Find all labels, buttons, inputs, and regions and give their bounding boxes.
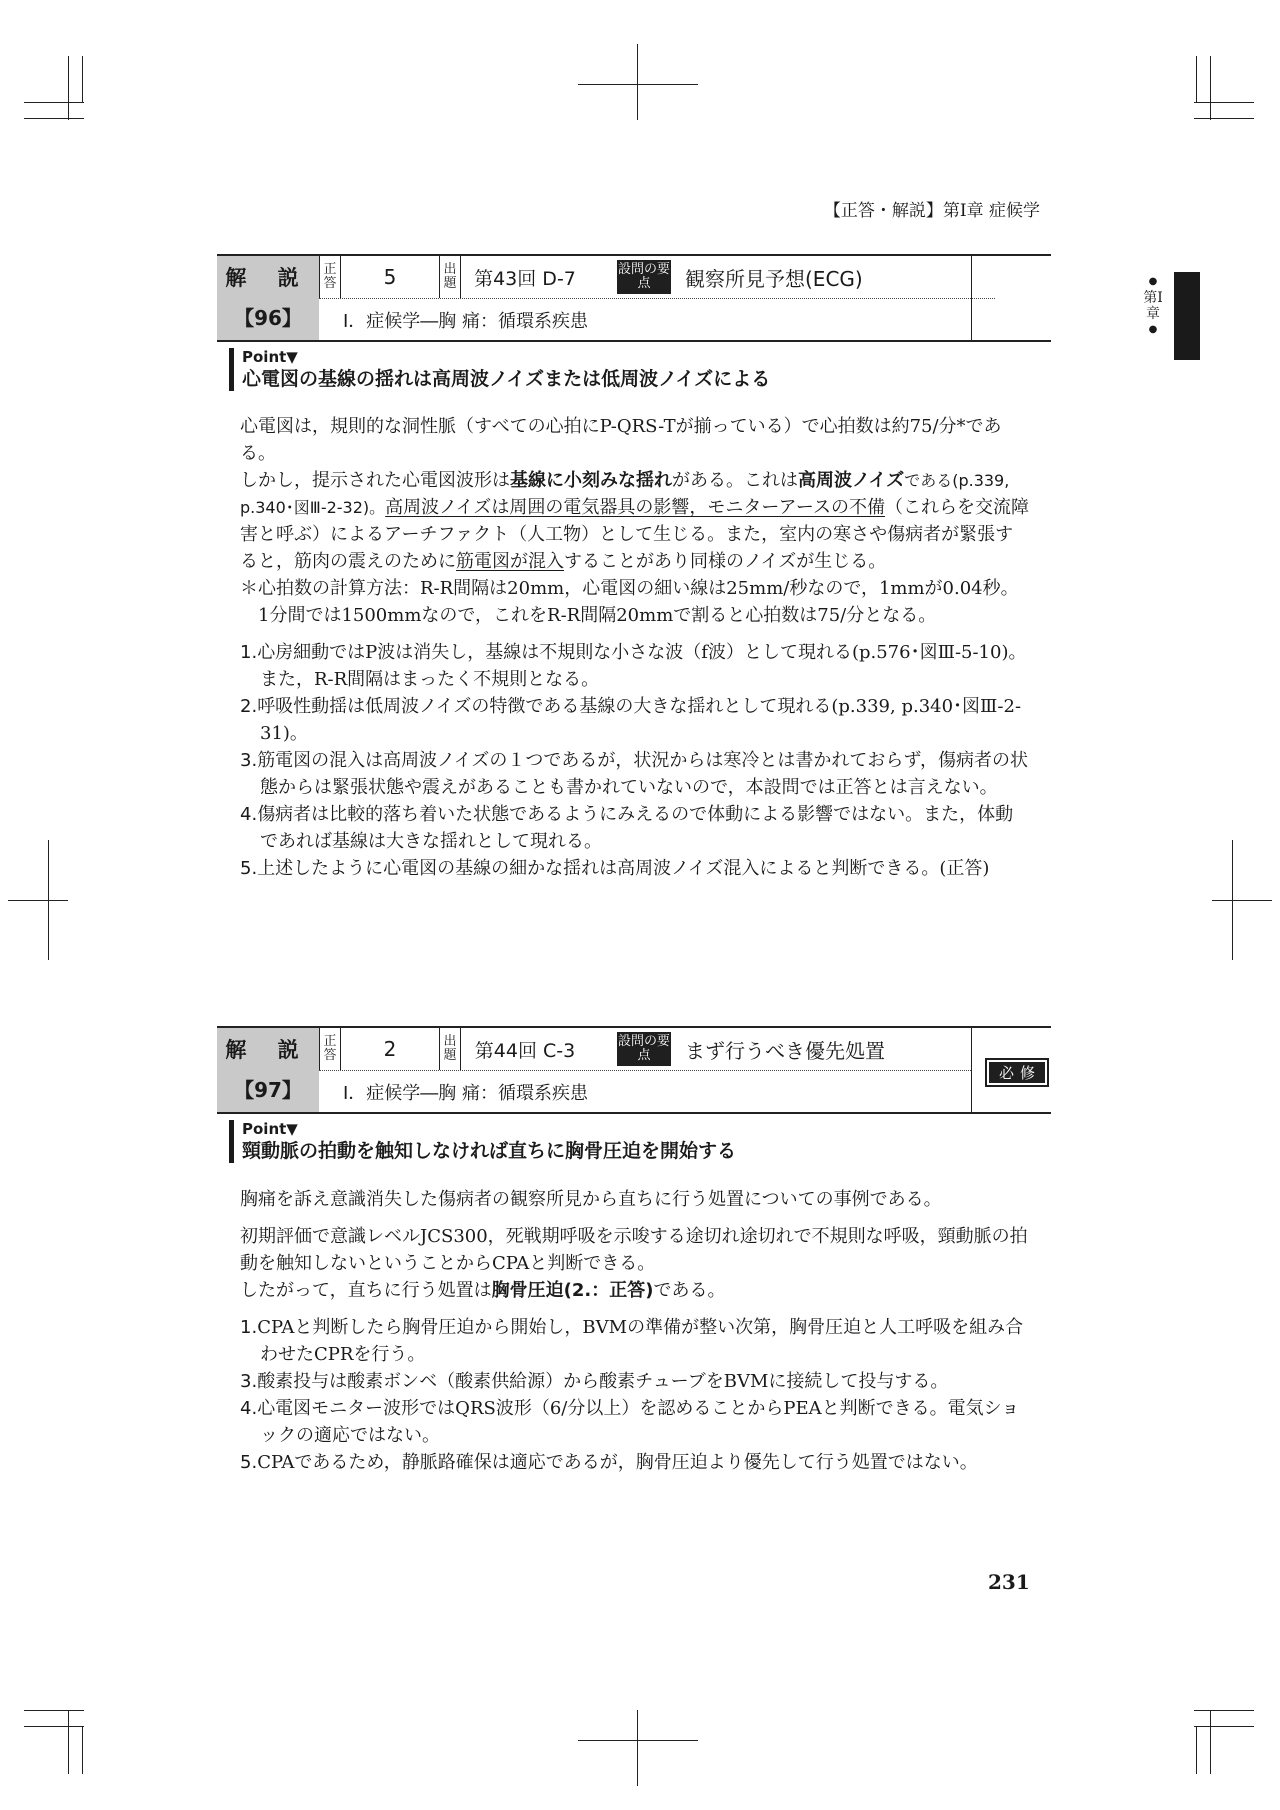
question-number: 【97】 (234, 1078, 302, 1102)
category: Ⅰ．症候学―胸 痛：循環系疾患 (319, 1070, 971, 1113)
list-item: 1.心房細動ではP波は消失し，基線は不規則な小さな波（f波）として現れる(p.576･図Ⅲ-5-10)。また，R-R間隔はまったく不規則となる。 (240, 642, 1027, 690)
point-box-96 (229, 348, 770, 391)
paragraph: したがって，直ちに行う処置は胸骨圧迫(2.：正答)である。 (240, 1280, 726, 1301)
answer-label: 正答 (319, 256, 341, 298)
question-number-box (217, 256, 319, 340)
list-item: 4.傷病者は比較的落ち着いた状態であるようにみえるので体動による影響ではない。また，体動であれば基線は大きな揺れとして現れる。 (240, 804, 1014, 852)
section-header-97 (217, 1026, 1051, 1114)
point-topic: まず行うべき優先処置 (685, 1038, 885, 1063)
point-tag: Point▼ (242, 348, 298, 366)
point-title: 心電図の基線の揺れは高周波ノイズまたは低周波ノイズによる (242, 368, 771, 390)
footnote: ＊心拍数の計算方法：R-R間隔は20mm，心電図の細い線は25mm/秒なので，1mmが0.04秒。1分間では1500mmなので，これをR-R間隔20mmで割ると心拍数は75/分となる。 (240, 578, 1019, 626)
point-label: 設問の要 点 (617, 260, 671, 294)
list-item: 2.呼吸性動揺は低周波ノイズの特徴である基線の大きな揺れとして現れる(p.339, p.340･図Ⅲ-2-31)。 (240, 696, 1022, 744)
paragraph: 初期評価で意識レベルJCS300，死戦期呼吸を示唆する途切れ途切れで不規則な呼吸，頸動脈の拍動を触知しないということからCPAと判断できる。 (240, 1226, 1028, 1274)
source-value: 第43回 D-7 (474, 267, 576, 290)
explanation-97 (240, 1186, 1030, 1476)
source-label: 出題 (439, 1028, 461, 1070)
chapter-side-label: ● 第Ⅰ章 ● (1143, 276, 1163, 335)
paragraph: 心電図は，規則的な洞性脈（すべての心拍にP-QRS-Tが揃っている）で心拍数は約75/分*である。 (240, 416, 1002, 464)
list-item: 4.心電図モニター波形ではQRS波形（6/分以上）を認めることからPEAと判断できる。電気ショックの適応ではない。 (240, 1398, 1020, 1446)
source-value: 第44回 C-3 (474, 1039, 576, 1062)
point-title: 頸動脈の拍動を触知しなければ直ちに胸骨圧迫を開始する (242, 1140, 737, 1162)
category: Ⅰ．症候学―胸 痛：循環系疾患 (319, 298, 995, 341)
list-item: 5.CPAであるため，静脈路確保は適応であるが，胸骨圧迫より優先して行う処置ではない。 (240, 1452, 978, 1473)
point-topic: 観察所見予想(ECG) (685, 266, 863, 291)
running-header: 【正答・解説】第Ⅰ章 症候学 (823, 201, 1040, 221)
list-item: 3.筋電図の混入は高周波ノイズの１つであるが，状況からは寒冷とは書かれておらず，傷病者の状態からは緊張状態や震えがあることも書かれていないので，本設問では正答とは言えない。 (240, 750, 1028, 798)
question-number: 【96】 (234, 306, 302, 330)
answer-value: 2 (383, 1037, 397, 1061)
chapter-tab (1174, 272, 1200, 360)
explanation-96 (240, 413, 1030, 882)
page-number: 231 (988, 1570, 1030, 1594)
answer-label: 正答 (319, 1028, 341, 1070)
paragraph: 胸痛を訴え意識消失した傷病者の観察所見から直ちに行う処置についての事例である。 (240, 1189, 942, 1210)
heading-label: 解 説 (225, 1038, 311, 1062)
point-label: 設問の要 点 (617, 1032, 671, 1066)
list-item: 1.CPAと判断したら胸骨圧迫から開始し，BVMの準備が整い次第，胸骨圧迫と人工呼吸を組み合わせたCPRを行う。 (240, 1317, 1024, 1365)
paragraph: しかし，提示された心電図波形は基線に小刻みな揺れがある。これは高周波ノイズである(p.339, p.340･図Ⅲ-2-32)。高周波ノイズは周囲の電気器具の影響，モニターアースの不備（これらを交流障害と呼ぶ）によるアーチファクト（人工物）として生じる。また，室内の寒さや傷病者が緊張すると，筋肉の震えのために筋電図が混入することがあり同様のノイズが生じる。 (240, 470, 1030, 572)
point-box-97 (229, 1120, 736, 1163)
source-label: 出題 (439, 256, 461, 298)
point-tag: Point▼ (242, 1120, 298, 1138)
list-item: 3.酸素投与は酸素ボンベ（酸素供給源）から酸素チューブをBVMに接続して投与する。 (240, 1371, 949, 1392)
answer-value: 5 (383, 265, 397, 289)
heading-label: 解 説 (225, 266, 311, 290)
section-header-96 (217, 254, 1051, 342)
required-badge: 必修 (985, 1058, 1049, 1087)
question-number-box (217, 1028, 319, 1112)
list-item: 5.上述したように心電図の基線の細かな揺れは高周波ノイズ混入によると判断できる。(正答) (240, 858, 990, 879)
